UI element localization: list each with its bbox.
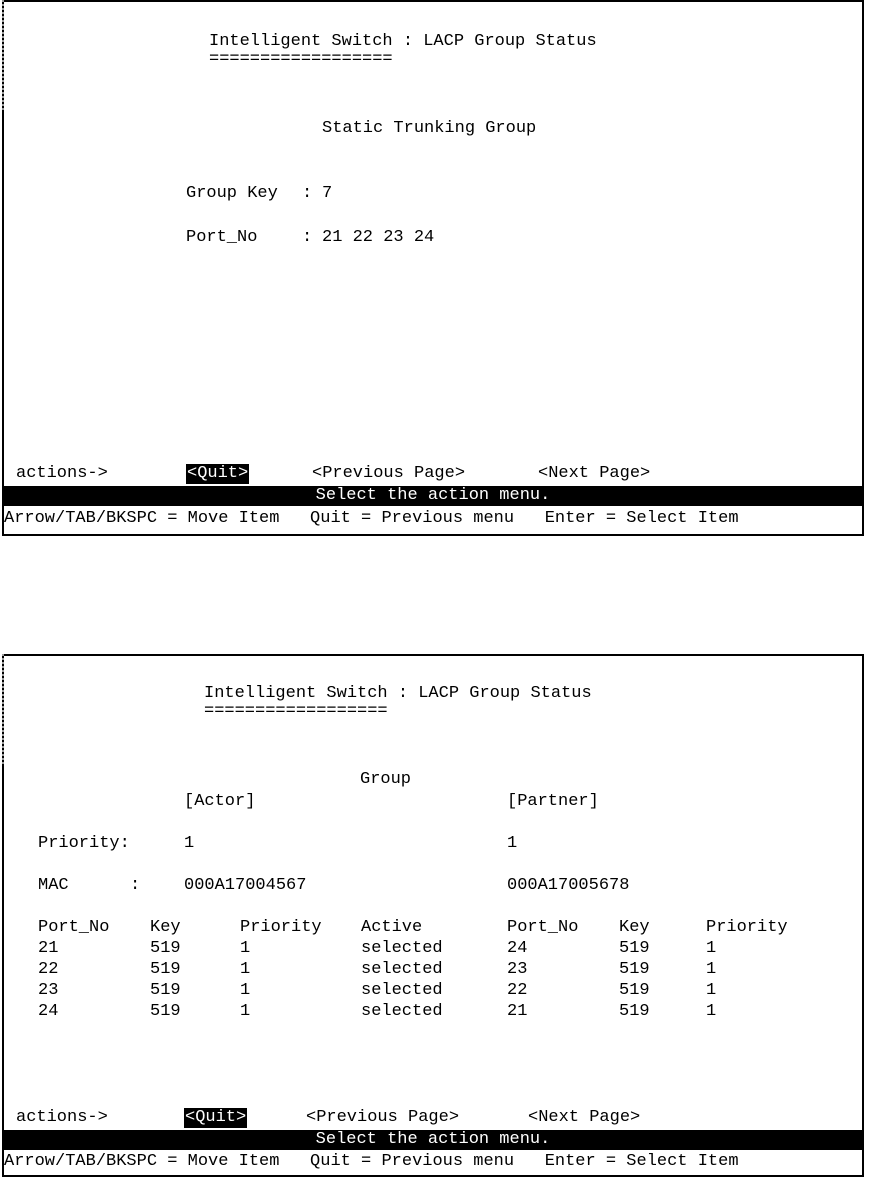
status-bar: Select the action menu. xyxy=(4,1130,862,1150)
col-header-port-no: Port_No xyxy=(38,918,110,937)
table-cell: 21 xyxy=(38,939,59,958)
terminal-screen-static-trunk xyxy=(2,0,864,536)
table-cell: 519 xyxy=(619,981,650,1000)
table-cell: 22 xyxy=(38,960,59,979)
port-no-value: 21 22 23 24 xyxy=(322,228,435,247)
table-cell: 23 xyxy=(507,960,528,979)
next-page-button[interactable]: <Next Page> xyxy=(538,464,651,483)
corner-marker xyxy=(2,654,6,764)
table-cell: 22 xyxy=(507,981,528,1000)
actor-label: [Actor] xyxy=(184,792,256,811)
table-cell: 519 xyxy=(619,1002,650,1021)
actions-label: actions-> xyxy=(16,464,108,483)
corner-marker xyxy=(2,0,6,110)
help-bar: Arrow/TAB/BKSPC = Move Item Quit = Previous menu Enter = Select Item xyxy=(4,509,739,528)
col-header-partner-priority: Priority xyxy=(706,918,788,937)
group-label: Group xyxy=(360,770,412,789)
table-cell: 24 xyxy=(507,939,528,958)
group-key-value: 7 xyxy=(322,184,333,203)
help-bar: Arrow/TAB/BKSPC = Move Item Quit = Previous menu Enter = Select Item xyxy=(4,1152,739,1171)
col-header-active: Active xyxy=(361,918,423,937)
group-key-label: Group Key xyxy=(186,184,278,203)
actions-label: actions-> xyxy=(16,1108,108,1127)
table-cell: 1 xyxy=(240,981,251,1000)
table-cell: 519 xyxy=(619,960,650,979)
section-heading: Static Trunking Group xyxy=(322,119,537,138)
table-cell: 24 xyxy=(38,1002,59,1021)
next-page-button[interactable]: <Next Page> xyxy=(528,1108,641,1127)
table-cell: selected xyxy=(361,939,443,958)
table-cell: 1 xyxy=(240,939,251,958)
table-cell: selected xyxy=(361,960,443,979)
group-key-colon: : xyxy=(302,184,313,203)
actor-mac: 000A17004567 xyxy=(184,876,307,895)
table-cell: 23 xyxy=(38,981,59,1000)
table-cell: 519 xyxy=(619,939,650,958)
title-underline: ================== xyxy=(209,50,393,69)
table-cell: 519 xyxy=(150,960,181,979)
quit-button[interactable]: <Quit> xyxy=(185,1108,247,1127)
col-header-key: Key xyxy=(150,918,181,937)
page-title: Intelligent Switch : LACP Group Status xyxy=(209,32,597,51)
port-no-colon: : xyxy=(302,228,313,247)
mac-colon: : xyxy=(130,876,141,895)
partner-label: [Partner] xyxy=(507,792,599,811)
title-underline: ================== xyxy=(204,702,388,721)
previous-page-button[interactable]: <Previous Page> xyxy=(312,464,466,483)
partner-priority: 1 xyxy=(507,834,518,853)
table-cell: selected xyxy=(361,981,443,1000)
table-cell: 1 xyxy=(706,1002,717,1021)
previous-page-button[interactable]: <Previous Page> xyxy=(306,1108,460,1127)
table-cell: 1 xyxy=(240,960,251,979)
page-title: Intelligent Switch : LACP Group Status xyxy=(204,684,592,703)
port-no-label: Port_No xyxy=(186,228,258,247)
table-cell: 1 xyxy=(240,1002,251,1021)
partner-mac: 000A17005678 xyxy=(507,876,630,895)
table-cell: 519 xyxy=(150,981,181,1000)
table-cell: 1 xyxy=(706,960,717,979)
col-header-partner-port-no: Port_No xyxy=(507,918,579,937)
terminal-screen-lacp-group xyxy=(2,654,864,1177)
table-cell: 1 xyxy=(706,981,717,1000)
table-cell: selected xyxy=(361,1002,443,1021)
col-header-partner-key: Key xyxy=(619,918,650,937)
col-header-priority: Priority xyxy=(240,918,322,937)
priority-label: Priority: xyxy=(38,834,130,853)
quit-button[interactable]: <Quit> xyxy=(187,464,249,483)
table-cell: 21 xyxy=(507,1002,528,1021)
actor-priority: 1 xyxy=(184,834,195,853)
table-cell: 519 xyxy=(150,1002,181,1021)
table-cell: 519 xyxy=(150,939,181,958)
table-cell: 1 xyxy=(706,939,717,958)
mac-label: MAC xyxy=(38,876,69,895)
status-bar: Select the action menu. xyxy=(4,486,862,506)
